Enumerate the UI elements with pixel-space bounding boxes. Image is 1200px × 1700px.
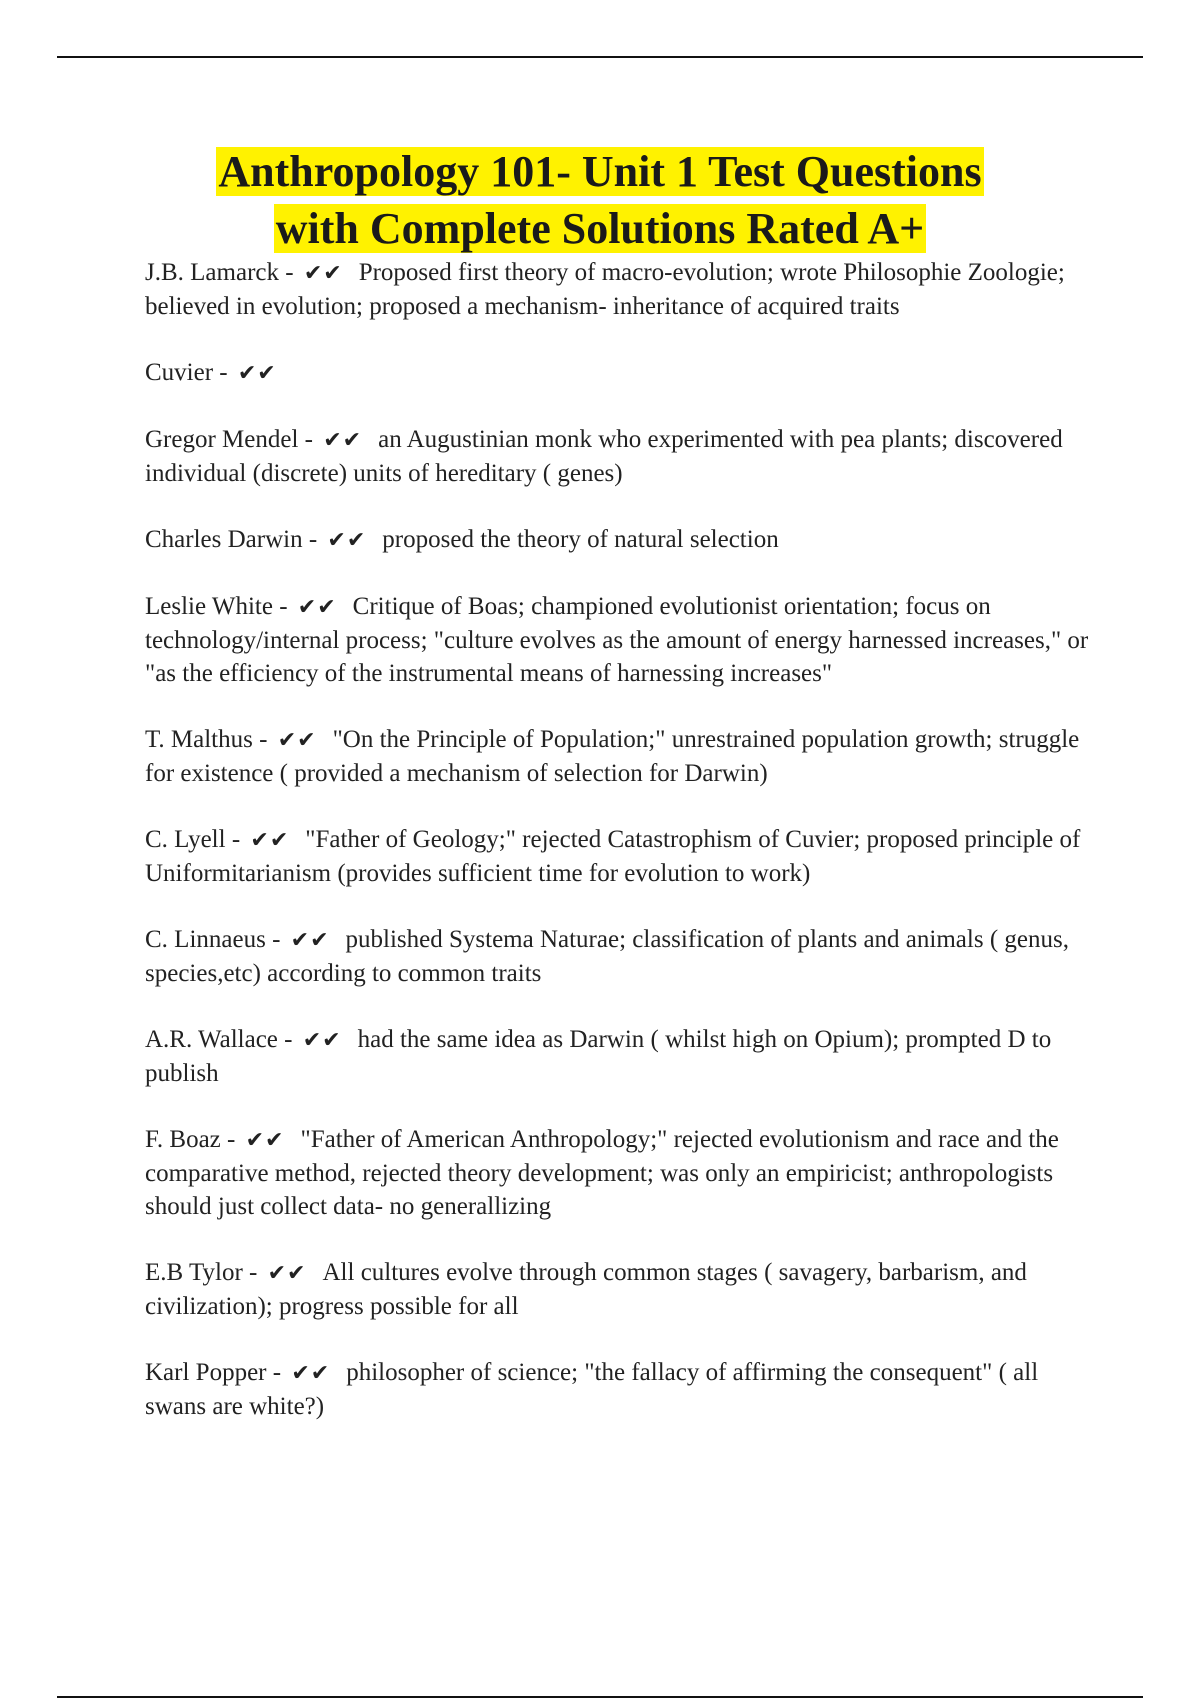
entry-term: Gregor Mendel — [145, 426, 299, 453]
double-check-icon: ✔✔ — [297, 595, 337, 620]
entry-term: E.B Tylor — [145, 1259, 243, 1286]
entry-definition: philosopher of science; "the fallacy of affirming the consequent" ( all swans are white?) — [145, 1359, 1039, 1420]
entry-definition: an Augustinian monk who experimented with pea plants; discovered individual (discrete) units of hereditary ( genes) — [145, 426, 1063, 487]
entry-separator: - — [265, 926, 287, 953]
list-item — [145, 1123, 1090, 1223]
entry-separator: - — [302, 526, 324, 553]
double-check-icon: ✔✔ — [323, 428, 363, 453]
entry-definition: "Father of Geology;" rejected Catastrophism of Cuvier; proposed principle of Uniformitarianism (provides sufficient time for evolution to work) — [145, 826, 1081, 887]
entry-definition: had the same idea as Darwin ( whilst high on Opium); prompted D to publish — [145, 1026, 1052, 1087]
list-item — [145, 923, 1090, 990]
entry-definition: Proposed first theory of macro-evolution; wrote Philosophie Zoologie; believed in evolution; proposed a mechanism- inheritance of acquired traits — [145, 259, 1065, 320]
list-item — [145, 723, 1090, 790]
double-check-icon: ✔✔ — [303, 261, 343, 286]
entry-separator: - — [278, 259, 300, 286]
top-rule — [57, 56, 1143, 58]
list-item — [145, 256, 1090, 323]
entry-term: T. Malthus — [145, 726, 253, 753]
double-check-icon: ✔✔ — [237, 361, 277, 386]
list-item — [145, 1256, 1090, 1323]
double-check-icon: ✔✔ — [327, 528, 367, 553]
entry-term: Charles Darwin — [145, 526, 303, 553]
list-item — [145, 590, 1090, 690]
entry-separator: - — [225, 826, 247, 853]
double-check-icon: ✔✔ — [277, 728, 317, 753]
entry-definition: "Father of American Anthropology;" rejected evolutionism and race and the comparative method, rejected theory development; was only an empiricist; anthropologists should just collect data- no generallizing — [145, 1126, 1059, 1220]
entry-term: C. Linnaeus — [145, 926, 266, 953]
entry-separator: - — [220, 1126, 242, 1153]
entry-definition: All cultures evolve through common stages ( savagery, barbarism, and civilization); progress possible for all — [145, 1259, 1027, 1320]
entry-definition: Critique of Boas; championed evolutionist orientation; focus on technology/internal process; "culture evolves as the amount of energy harnessed increases," or "as the efficiency of the instrumental means of harnessing increases" — [145, 593, 1089, 687]
title-line-1: Anthropology 101- Unit 1 Test Questions — [218, 147, 982, 196]
double-check-icon: ✔✔ — [290, 928, 330, 953]
list-item — [145, 356, 1090, 390]
double-check-icon: ✔✔ — [245, 1128, 285, 1153]
entry-definition: proposed the theory of natural selection — [382, 526, 779, 553]
entry-definition: "On the Principle of Population;" unrestrained population growth; struggle for existence ( provided a mechanism of selection for Darwin) — [145, 726, 1080, 787]
entry-separator: - — [272, 593, 294, 620]
title-line-2: with Complete Solutions Rated A+ — [275, 204, 925, 253]
list-item — [145, 1023, 1090, 1090]
double-check-icon: ✔✔ — [302, 1028, 342, 1053]
entry-term: A.R. Wallace — [145, 1026, 278, 1053]
list-item — [145, 1356, 1090, 1423]
bottom-rule — [57, 1696, 1143, 1698]
entry-list — [145, 256, 1090, 1456]
entry-separator: - — [298, 426, 320, 453]
double-check-icon: ✔✔ — [267, 1261, 307, 1286]
entry-separator: - — [266, 1359, 288, 1386]
entry-separator: - — [213, 359, 234, 386]
entry-term: J.B. Lamarck — [145, 259, 279, 286]
list-item — [145, 823, 1090, 890]
list-item — [145, 523, 1090, 557]
entry-term: Leslie White — [145, 593, 273, 620]
double-check-icon: ✔✔ — [291, 1361, 331, 1386]
double-check-icon: ✔✔ — [250, 828, 290, 853]
entry-term: F. Boaz — [145, 1126, 221, 1153]
entry-separator: - — [277, 1026, 299, 1053]
entry-definition: published Systema Naturae; classification of plants and animals ( genus, species,etc) according to common traits — [145, 926, 1069, 987]
entry-term: C. Lyell — [145, 826, 226, 853]
entry-term: Karl Popper — [145, 1359, 267, 1386]
entry-term: Cuvier — [145, 359, 214, 386]
entry-separator: - — [252, 726, 274, 753]
document-title — [0, 143, 1200, 257]
list-item — [145, 423, 1090, 490]
entry-separator: - — [242, 1259, 264, 1286]
